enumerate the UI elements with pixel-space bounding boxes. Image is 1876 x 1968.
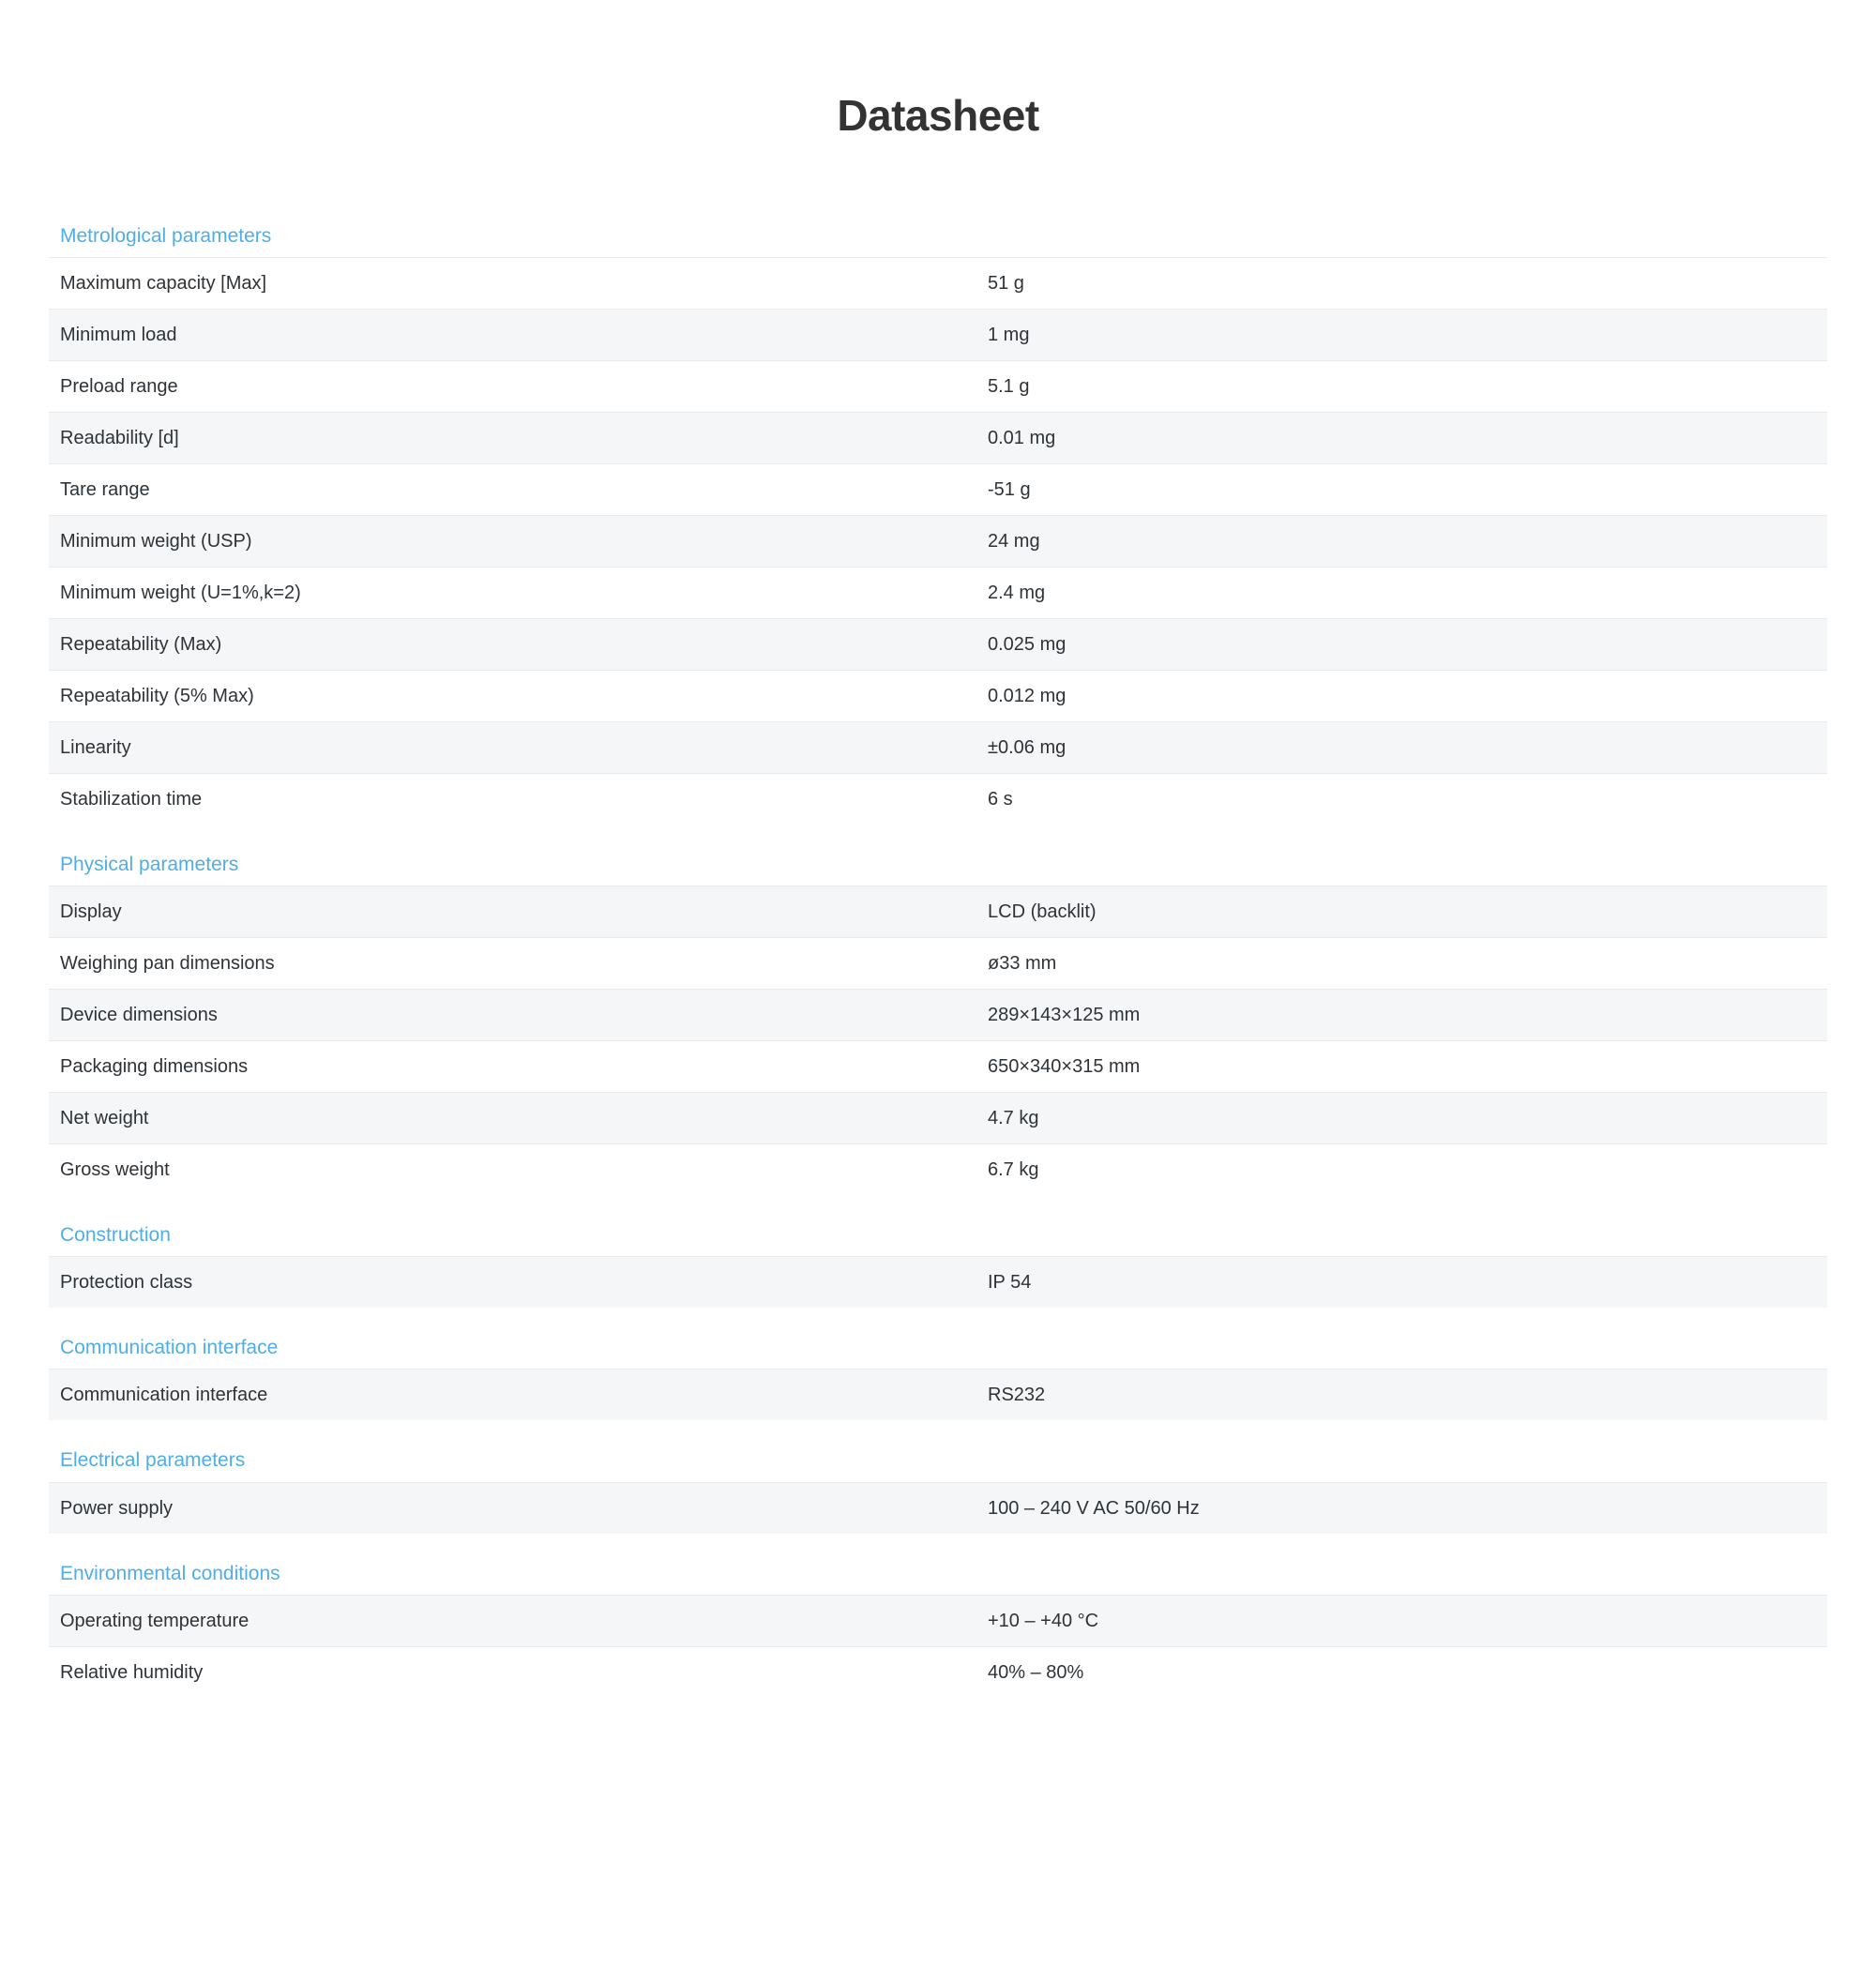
parameter-value: 0.025 mg <box>988 633 1067 655</box>
parameter-value: LCD (backlit) <box>988 901 1097 922</box>
parameter-value: 650×340×315 mm <box>988 1055 1141 1077</box>
parameter-value: 6 s <box>988 788 1013 810</box>
parameter-value: ±0.06 mg <box>988 736 1067 758</box>
parameter-name: Relative humidity <box>60 1661 204 1683</box>
table-row <box>49 1646 1827 1698</box>
table-row <box>49 1257 1827 1309</box>
section-heading: Environmental conditions <box>60 1562 280 1584</box>
parameter-name: Minimum weight (USP) <box>60 530 252 552</box>
parameter-name: Weighing pan dimensions <box>60 952 275 974</box>
parameter-name: Linearity <box>60 736 131 758</box>
parameter-value: 51 g <box>988 272 1024 294</box>
parameter-value: 1 mg <box>988 324 1030 345</box>
spec-table <box>49 1595 1827 1698</box>
parameter-value: 289×143×125 mm <box>988 1004 1141 1025</box>
parameter-value: 2.4 mg <box>988 582 1046 603</box>
section-heading: Metrological parameters <box>60 224 272 247</box>
spec-table <box>49 886 1827 1195</box>
parameter-value: 4.7 kg <box>988 1107 1039 1128</box>
parameter-value: -51 g <box>988 478 1031 500</box>
table-row <box>49 886 1827 937</box>
table-row <box>49 567 1827 618</box>
spec-table <box>49 257 1827 825</box>
spec-table <box>49 1482 1827 1534</box>
parameter-name: Gross weight <box>60 1158 170 1180</box>
spec-table <box>49 1369 1827 1420</box>
table-row <box>49 1595 1827 1646</box>
parameter-name: Readability [d] <box>60 427 179 448</box>
table-row <box>49 773 1827 825</box>
parameter-value: 6.7 kg <box>988 1158 1039 1180</box>
table-row <box>49 309 1827 360</box>
parameter-name: Minimum weight (U=1%,k=2) <box>60 582 301 603</box>
parameter-name: Communication interface <box>60 1385 268 1406</box>
table-row <box>49 721 1827 773</box>
table-row <box>49 937 1827 989</box>
table-row <box>49 257 1827 309</box>
spec-sections <box>38 220 1838 1698</box>
parameter-value: 0.01 mg <box>988 427 1056 448</box>
section-heading: Physical parameters <box>60 853 239 875</box>
table-row <box>49 989 1827 1040</box>
parameter-value: 0.012 mg <box>988 685 1067 706</box>
table-row <box>49 360 1827 412</box>
parameter-name: Net weight <box>60 1107 149 1128</box>
parameter-value: 24 mg <box>988 530 1040 552</box>
table-row <box>49 1370 1827 1421</box>
table-row <box>49 412 1827 463</box>
parameter-value: RS232 <box>988 1385 1046 1406</box>
section-heading: Communication interface <box>60 1337 279 1359</box>
parameter-name: Protection class <box>60 1272 193 1294</box>
table-row <box>49 1482 1827 1534</box>
parameter-name: Power supply <box>60 1497 174 1519</box>
table-row <box>49 618 1827 670</box>
parameter-value: IP 54 <box>988 1272 1032 1294</box>
datasheet-page <box>0 92 1876 1760</box>
parameter-value: 40% – 80% <box>988 1661 1084 1683</box>
parameter-name: Packaging dimensions <box>60 1055 249 1077</box>
table-row <box>49 1092 1827 1143</box>
parameter-name: Tare range <box>60 478 150 500</box>
parameter-name: Stabilization time <box>60 788 203 810</box>
parameter-name: Repeatability (5% Max) <box>60 685 254 706</box>
parameter-name: Repeatability (Max) <box>60 633 222 655</box>
parameter-value: 5.1 g <box>988 375 1030 397</box>
spec-table <box>49 1256 1827 1308</box>
table-row <box>49 670 1827 721</box>
page-bottom-spacer <box>38 1703 1838 1760</box>
parameter-name: Preload range <box>60 375 178 397</box>
parameter-value: +10 – +40 °C <box>988 1610 1099 1631</box>
section-heading: Electrical parameters <box>60 1449 246 1472</box>
section-heading: Construction <box>60 1223 171 1246</box>
parameter-name: Display <box>60 901 122 922</box>
parameter-value: ø33 mm <box>988 952 1057 974</box>
table-row <box>49 1040 1827 1092</box>
parameter-name: Minimum load <box>60 324 177 345</box>
parameter-name: Maximum capacity [Max] <box>60 272 267 294</box>
table-row <box>49 515 1827 567</box>
parameter-name: Device dimensions <box>60 1004 218 1025</box>
parameter-name: Operating temperature <box>60 1610 250 1631</box>
parameter-value: 100 – 240 V AC 50/60 Hz <box>988 1497 1200 1519</box>
page-title: Datasheet <box>837 91 1039 140</box>
table-row <box>49 463 1827 515</box>
table-row <box>49 1143 1827 1195</box>
